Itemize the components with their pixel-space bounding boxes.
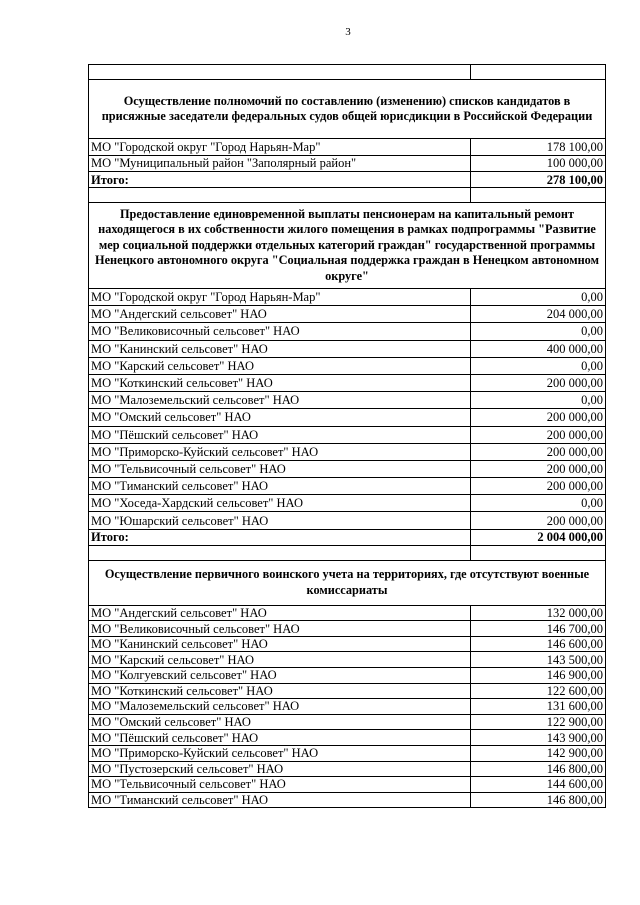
empty-row	[89, 545, 606, 560]
empty-row	[89, 65, 606, 80]
section-title: Осуществление первичного воинского учета на территориях, где отсутствуют военные комиссариаты	[89, 560, 606, 605]
table-row	[89, 792, 606, 808]
empty-cell	[89, 545, 471, 560]
municipality-name: МО "Коткинский сельсовет" НАО	[89, 683, 471, 699]
table-row	[89, 621, 606, 637]
municipality-name: МО "Хоседа-Хардский сельсовет" НАО	[89, 495, 471, 512]
municipality-name: МО "Андегский сельсовет" НАО	[89, 605, 471, 621]
municipality-name: МО "Пёшский сельсовет" НАО	[89, 426, 471, 443]
municipality-name: МО "Омский сельсовет" НАО	[89, 409, 471, 426]
table-row	[89, 777, 606, 793]
table-row	[89, 443, 606, 460]
municipality-name: МО "Тельвисочный сельсовет" НАО	[89, 777, 471, 793]
municipality-name: МО "Приморско-Куйский сельсовет" НАО	[89, 443, 471, 460]
empty-cell	[89, 65, 471, 80]
amount: 122 900,00	[471, 714, 606, 730]
amount: 200 000,00	[471, 374, 606, 391]
table-row	[89, 636, 606, 652]
municipality-name: МО "Колгуевский сельсовет" НАО	[89, 668, 471, 684]
amount: 200 000,00	[471, 478, 606, 495]
municipality-name: МО "Тиманский сельсовет" НАО	[89, 478, 471, 495]
amount: 200 000,00	[471, 409, 606, 426]
amount: 0,00	[471, 392, 606, 409]
table-row	[89, 761, 606, 777]
municipality-name: МО "Городской округ "Город Нарьян-Мар"	[89, 139, 471, 156]
table-row	[89, 745, 606, 761]
municipality-name: МО "Великовисочный сельсовет" НАО	[89, 621, 471, 637]
section-title: Предоставление единовременной выплаты пенсионерам на капитальный ремонт находящегося в их собственности жилого помещения в рамках подпрограммы "Развитие мер социальной поддержки отдельных категорий граждан" государственной программы Ненецкого автономного округа "Социальная поддержка граждан в Ненецком автономном округе"	[89, 203, 606, 289]
municipality-name: МО "Великовисочный сельсовет" НАО	[89, 323, 471, 340]
municipality-name: МО "Муниципальный район "Заполярный район"	[89, 155, 471, 172]
municipality-name: МО "Тиманский сельсовет" НАО	[89, 792, 471, 808]
amount: 146 900,00	[471, 668, 606, 684]
amount: 0,00	[471, 323, 606, 340]
total-label: Итого:	[89, 529, 471, 545]
amount: 0,00	[471, 289, 606, 306]
empty-cell	[471, 188, 606, 203]
municipality-name: МО "Андегский сельсовет" НАО	[89, 306, 471, 323]
empty-cell	[471, 545, 606, 560]
amount: 178 100,00	[471, 139, 606, 156]
amount: 0,00	[471, 495, 606, 512]
total-label: Итого:	[89, 172, 471, 188]
total-amount: 2 004 000,00	[471, 529, 606, 545]
municipality-name: МО "Городской округ "Город Нарьян-Мар"	[89, 289, 471, 306]
amount: 146 800,00	[471, 792, 606, 808]
amount: 0,00	[471, 357, 606, 374]
table-row	[89, 668, 606, 684]
table-row	[89, 699, 606, 715]
municipality-name: МО "Коткинский сельсовет" НАО	[89, 374, 471, 391]
section-header-row	[89, 203, 606, 289]
municipality-name: МО "Пёшский сельсовет" НАО	[89, 730, 471, 746]
table-row	[89, 652, 606, 668]
page-number: 3	[345, 26, 351, 38]
empty-row	[89, 188, 606, 203]
table-row	[89, 139, 606, 156]
municipality-name: МО "Канинский сельсовет" НАО	[89, 340, 471, 357]
amount: 200 000,00	[471, 460, 606, 477]
amount: 400 000,00	[471, 340, 606, 357]
table-row	[89, 426, 606, 443]
municipality-name: МО "Малоземельский сельсовет" НАО	[89, 392, 471, 409]
amount: 131 600,00	[471, 699, 606, 715]
municipality-name: МО "Приморско-Куйский сельсовет" НАО	[89, 745, 471, 761]
municipality-name: МО "Карский сельсовет" НАО	[89, 357, 471, 374]
table-row	[89, 374, 606, 391]
amount: 204 000,00	[471, 306, 606, 323]
section-title: Осуществление полномочий по составлению (изменению) списков кандидатов в присяжные заседатели федеральных судов общей юрисдикции в Российской Федерации	[89, 80, 606, 139]
table-row	[89, 306, 606, 323]
amount: 146 800,00	[471, 761, 606, 777]
table-row	[89, 392, 606, 409]
total-amount: 278 100,00	[471, 172, 606, 188]
table-row	[89, 730, 606, 746]
table-row	[89, 289, 606, 306]
amount: 200 000,00	[471, 426, 606, 443]
amount: 143 900,00	[471, 730, 606, 746]
table-row	[89, 714, 606, 730]
table-row	[89, 409, 606, 426]
amount: 200 000,00	[471, 443, 606, 460]
municipality-name: МО "Пустозерский сельсовет" НАО	[89, 761, 471, 777]
table-row	[89, 340, 606, 357]
table-row	[89, 605, 606, 621]
allocation-table	[88, 64, 606, 808]
empty-cell	[89, 188, 471, 203]
municipality-name: МО "Юшарский сельсовет" НАО	[89, 512, 471, 529]
amount: 122 600,00	[471, 683, 606, 699]
municipality-name: МО "Карский сельсовет" НАО	[89, 652, 471, 668]
total-row	[89, 529, 606, 545]
total-row	[89, 172, 606, 188]
amount: 100 000,00	[471, 155, 606, 172]
table-row	[89, 495, 606, 512]
table-row	[89, 323, 606, 340]
municipality-name: МО "Омский сельсовет" НАО	[89, 714, 471, 730]
amount: 144 600,00	[471, 777, 606, 793]
municipality-name: МО "Малоземельский сельсовет" НАО	[89, 699, 471, 715]
amount: 142 900,00	[471, 745, 606, 761]
amount: 143 500,00	[471, 652, 606, 668]
municipality-name: МО "Тельвисочный сельсовет" НАО	[89, 460, 471, 477]
amount: 146 600,00	[471, 636, 606, 652]
table-row	[89, 155, 606, 172]
table-row	[89, 460, 606, 477]
amount: 200 000,00	[471, 512, 606, 529]
section-header-row	[89, 560, 606, 605]
table-row	[89, 683, 606, 699]
table-row	[89, 512, 606, 529]
empty-cell	[471, 65, 606, 80]
table-row	[89, 357, 606, 374]
municipality-name: МО "Канинский сельсовет" НАО	[89, 636, 471, 652]
table-row	[89, 478, 606, 495]
amount: 146 700,00	[471, 621, 606, 637]
amount: 132 000,00	[471, 605, 606, 621]
section-header-row	[89, 80, 606, 139]
